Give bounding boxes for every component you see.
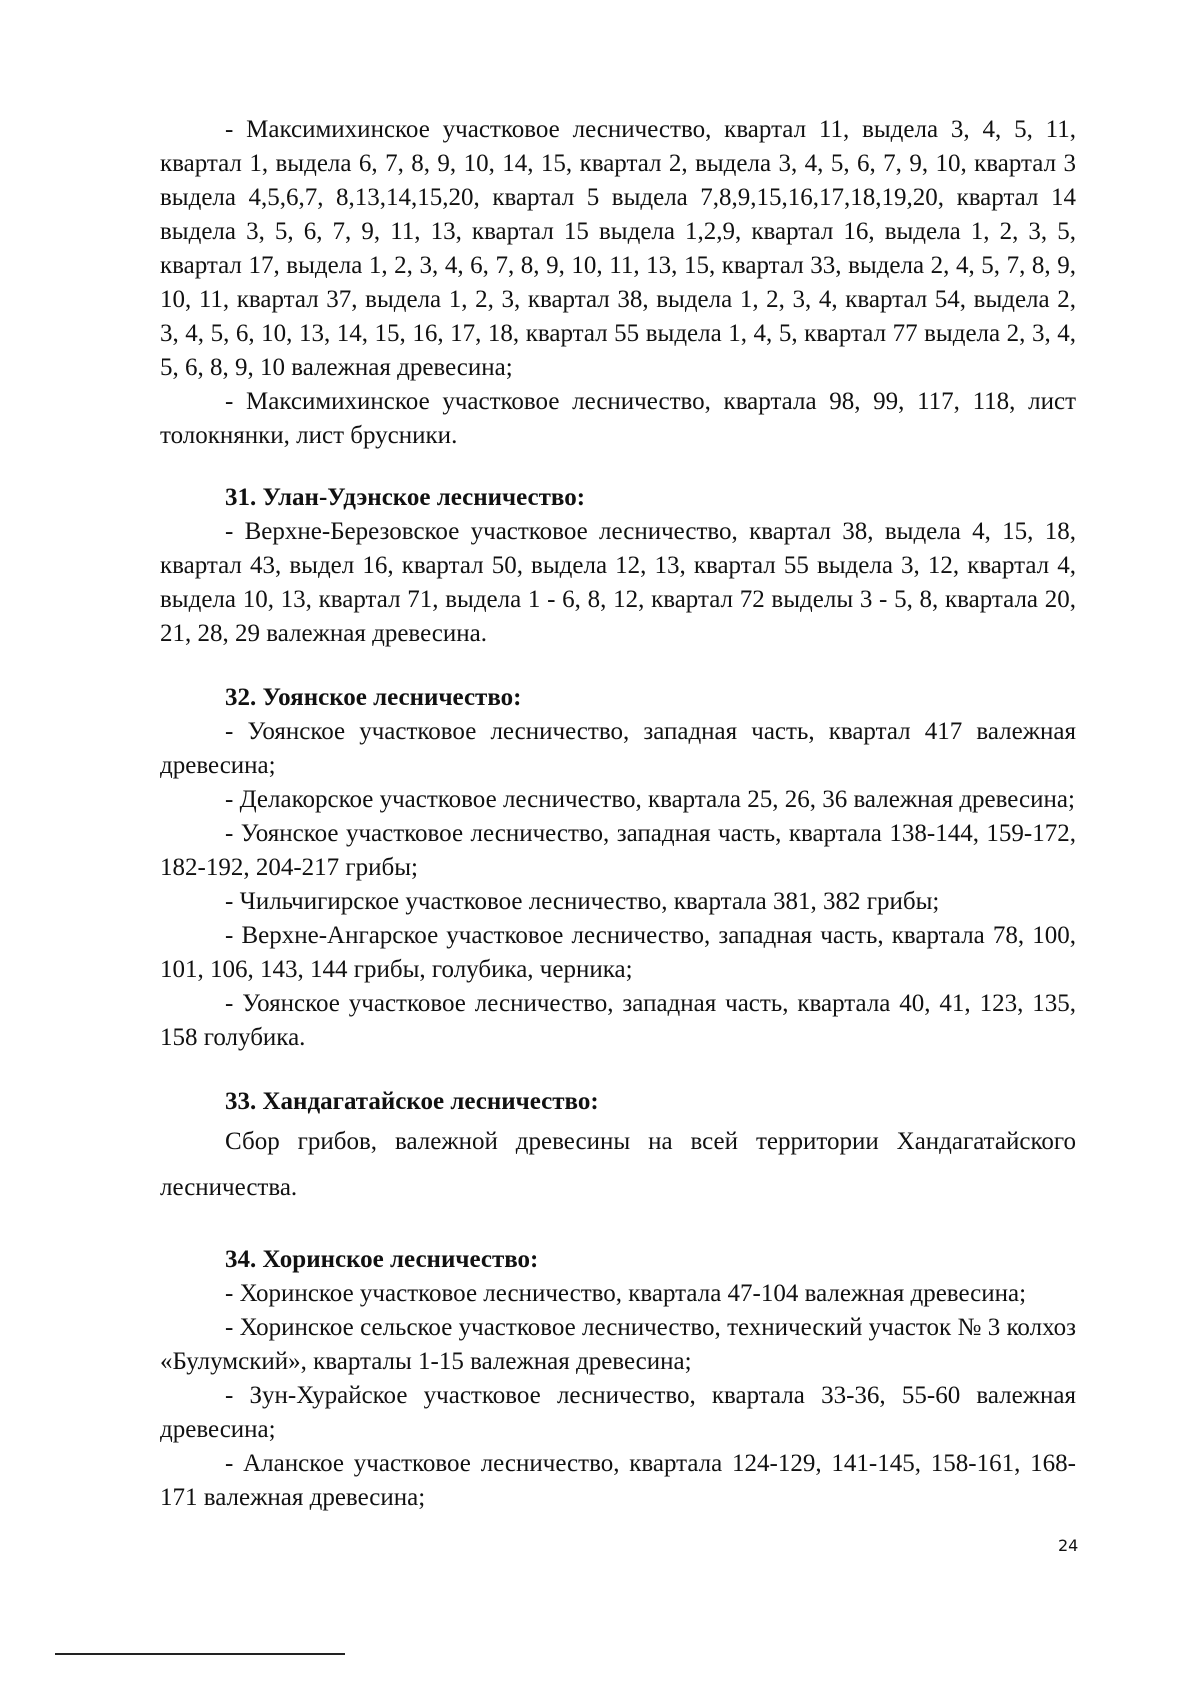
section-33-paragraph-1: Сбор грибов, валежной древесины на всей территории Хандагатайского лесничества.	[160, 1128, 1076, 1201]
footnote-separator-line	[55, 1653, 345, 1655]
section-32-paragraph-1: - Уоянское участковое лесничество, западная часть, квартал 417 валежная древесина;	[160, 718, 1076, 779]
section-34-paragraph-3: - Зун-Хурайское участковое лесничество, квартала 33-36, 55-60 валежная древесина;	[160, 1382, 1076, 1443]
section-32-paragraph-4: - Чильчигирское участковое лесничество, квартала 381, 382 грибы;	[225, 888, 940, 915]
section-31-paragraph-1: - Верхне-Березовское участковое лесничество, квартал 38, выдела 4, 15, 18, квартал 43, выдел 16, квартал 50, выдела 12, 13, квартал 55 выдела 3, 12, квартал 4, выдела 10, 13, квартал 71, выдела 1 - 6, 8, 12, квартал 72 выделы 3 - 5, 8, квартала 20, 21, 28, 29 валежная древесина.	[160, 518, 1076, 647]
section-32-paragraph-5: - Верхне-Ангарское участковое лесничество, западная часть, квартала 78, 100, 101, 106, 143, 144 грибы, голубика, черника;	[160, 922, 1076, 983]
paragraph-maksimikhinskoe-2: - Максимихинское участковое лесничество, квартала 98, 99, 117, 118, лист толокнянки, лист брусники.	[160, 388, 1076, 449]
section-32	[160, 681, 1076, 1055]
section-34-paragraph-1: - Хоринское участковое лесничество, квартала 47-104 валежная древесина;	[225, 1280, 1027, 1307]
document-body	[160, 113, 1076, 1515]
section-heading-34: 34. Хоринское лесничество:	[225, 1246, 539, 1273]
section-heading-33: 33. Хандагатайское лесничество:	[225, 1088, 599, 1115]
page-number: 24	[1058, 1536, 1079, 1555]
section-31	[160, 481, 1076, 651]
section-34-paragraph-4: - Аланское участковое лесничество, квартала 124-129, 141-145, 158-161, 168-171 валежная древесина;	[160, 1450, 1076, 1511]
section-32-paragraph-3: - Уоянское участковое лесничество, западная часть, квартала 138-144, 159-172, 182-192, 204-217 грибы;	[160, 820, 1076, 881]
section-32-paragraph-2: - Делакорское участковое лесничество, квартала 25, 26, 36 валежная древесина;	[225, 786, 1075, 813]
paragraph-maksimikhinskoe-1: - Максимихинское участковое лесничество, квартал 11, выдела 3, 4, 5, 11, квартал 1, выдела 6, 7, 8, 9, 10, 14, 15, квартал 2, выдела 3, 4, 5, 6, 7, 9, 10, квартал 3 выдела 4,5,6,7, 8,13,14,15,20, квартал 5 выдела 7,8,9,15,16,17,18,19,20, квартал 14 выдела 3, 5, 6, 7, 9, 11, 13, квартал 15 выдела 1,2,9, квартал 16, выдела 1, 2, 3, 5, квартал 17, выдела 1, 2, 3, 4, 6, 7, 8, 9, 10, 11, 13, 15, квартал 33, выдела 2, 4, 5, 7, 8, 9, 10, 11, квартал 37, выдела 1, 2, 3, квартал 38, выдела 1, 2, 3, 4, квартал 54, выдела 2, 3, 4, 5, 6, 10, 13, 14, 15, 16, 17, 18, квартал 55 выдела 1, 4, 5, квартал 77 выдела 2, 3, 4, 5, 6, 8, 9, 10 валежная древесина;	[160, 116, 1076, 381]
section-heading-31: 31. Улан-Удэнское лесничество:	[225, 484, 586, 511]
section-heading-32: 32. Уоянское лесничество:	[225, 684, 522, 711]
section-32-paragraph-6: - Уоянское участковое лесничество, западная часть, квартала 40, 41, 123, 135, 158 голубика.	[160, 990, 1076, 1051]
section-33	[160, 1085, 1076, 1211]
section-34	[160, 1243, 1076, 1515]
section-34-paragraph-2: - Хоринское сельское участковое лесничество, технический участок № 3 колхоз «Булумский», кварталы 1-15 валежная древесина;	[160, 1314, 1076, 1375]
